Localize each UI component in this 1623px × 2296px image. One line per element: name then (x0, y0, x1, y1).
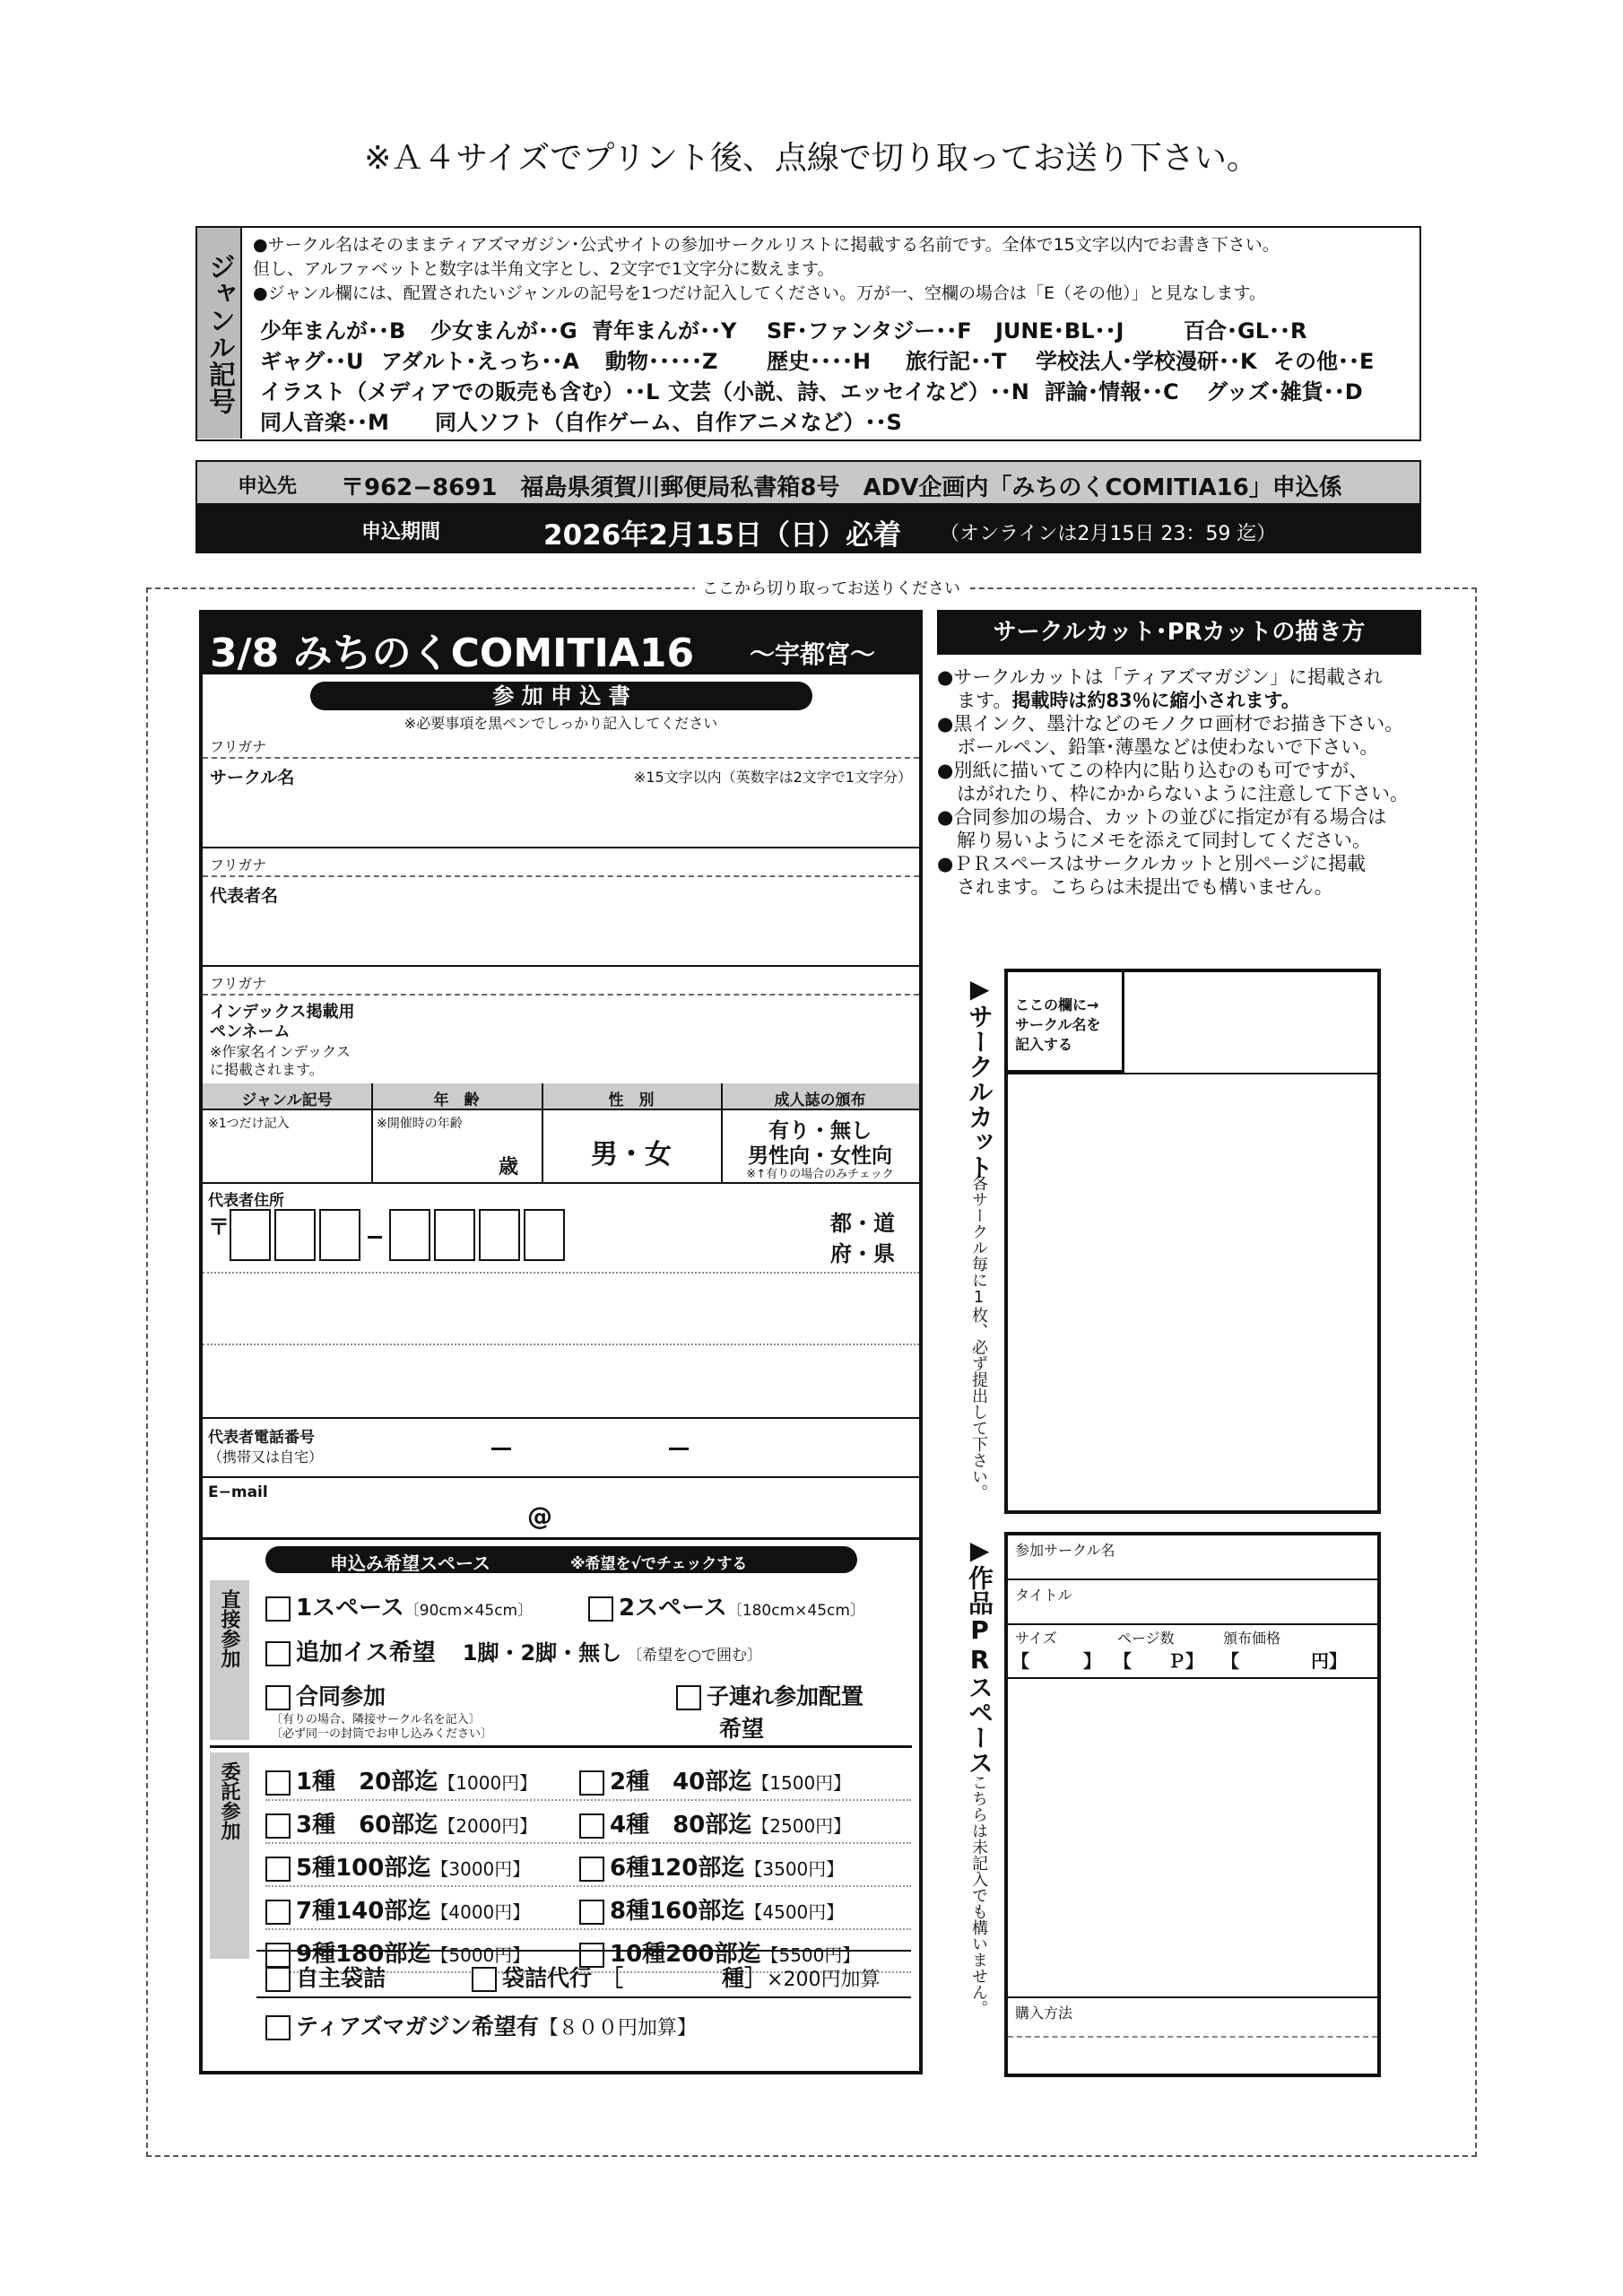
genre-item: 同人音楽･･M (260, 410, 389, 435)
phone-note: （携帯又は自宅） (208, 1448, 324, 1465)
consign-option[interactable] (265, 1849, 530, 1883)
self-bag-checkbox[interactable] (265, 1967, 291, 1992)
index-note-2: に掲載されます。 (210, 1061, 324, 1078)
event-title: 3/8 みちのくCOMITIA16 (210, 631, 695, 676)
event-title-bar (203, 613, 919, 674)
consign-checkbox[interactable] (579, 1770, 604, 1796)
consign-price: 【5500円】 (760, 1944, 861, 1966)
postal-dash (368, 1236, 382, 1239)
furigana-label: フリガナ (210, 975, 267, 992)
bag-proxy-close: 種］ (722, 1965, 768, 1991)
genre-item: 評論･情報･･C (1045, 379, 1179, 404)
prefecture-1[interactable]: 都・道 (830, 1211, 895, 1236)
genre-item: アダルト･えっち･･A (381, 349, 579, 374)
genre-item: 文芸（小説、詩、エッセイなど）･･N (668, 379, 1029, 404)
howto-list (937, 665, 1439, 899)
sheet-title: 参 加 申 込 書 (310, 682, 812, 710)
pr-purchase-label: 購入方法 (1015, 2005, 1073, 2022)
genre-box (195, 226, 1421, 441)
consign-checkbox[interactable] (265, 1813, 291, 1839)
consign-checkbox[interactable] (265, 1900, 291, 1925)
howto-item: ●別紙に描いてこの枠内に貼り込むのも可ですが、 はがれたり、枠にかからないように注意して下さい。 (937, 760, 1409, 804)
corner-text-2: サークル名を (1015, 1016, 1101, 1033)
genre-code-field[interactable] (203, 1129, 371, 1178)
address-line-field[interactable] (203, 1345, 919, 1413)
genre-item: 少年まんが･･B (260, 318, 406, 344)
index-name-field[interactable] (364, 999, 911, 1076)
adult-options-2[interactable]: 男性向・女性向 (748, 1144, 892, 1168)
consign-price: 【4500円】 (744, 1901, 845, 1923)
rep-name-field[interactable] (203, 900, 919, 954)
divider (203, 757, 919, 759)
period-date: 2026年2月15日（日）必着 (543, 519, 901, 552)
consign-checkbox[interactable] (579, 1813, 604, 1839)
consign-price: 【4000円】 (430, 1901, 531, 1923)
genre-line (260, 407, 1417, 438)
consign-price: 【3500円】 (744, 1858, 845, 1880)
howto-item: ●合同参加の場合、カットの並びに指定が有る場合は 解り易いようにメモを添えて同封してください。 (937, 806, 1387, 851)
genre-item: 青年まんが･･Y (592, 318, 737, 344)
space-2-checkbox[interactable] (588, 1596, 613, 1622)
genre-item: 学校法人･学校漫研･･K (1036, 349, 1257, 374)
circle-name-label: サークル名 (210, 768, 295, 787)
pr-content-field[interactable] (1008, 1679, 1377, 1993)
address-bar-text: 〒962−8691 福島県須賀川郵便局私書箱8号 ADV企画内「みちのくCOMITIA16」申込係 (341, 474, 1342, 501)
bag-proxy-price: ×200円加算 (767, 1969, 881, 1991)
joint-note-1: 〔有りの場合、隣接サークル名を記入〕 (271, 1713, 481, 1726)
consign-label: 5種100部迄 (296, 1855, 431, 1882)
genre-item: 動物･････Z (605, 349, 718, 374)
print-instruction: ※Ａ４サイズでプリント後、点線で切り取ってお送り下さい。 (364, 140, 1259, 177)
at-mark: @ (527, 1501, 552, 1531)
period-bar-label: 申込期間 (361, 521, 441, 544)
phone-field[interactable] (382, 1424, 911, 1469)
genre-line (260, 316, 1417, 346)
email-field[interactable] (292, 1483, 911, 1528)
pr-size-field[interactable]: 【 】 (1011, 1650, 1101, 1672)
pr-pages-field[interactable]: 【 Ｐ】 (1114, 1650, 1203, 1672)
consign-label: 10種200部迄 (610, 1941, 761, 1968)
pr-space-box[interactable] (1004, 1532, 1381, 2077)
consign-checkbox[interactable] (579, 1857, 604, 1882)
genre-item: 少女まんが･･G (430, 318, 577, 344)
rep-name-label: 代表者名 (210, 886, 279, 906)
magazine-price: 【８００円加算】 (538, 2017, 697, 2039)
genre-note-small: ※1つだけ記入 (208, 1117, 290, 1131)
pr-title-label: タイトル (1015, 1587, 1072, 1604)
consign-option[interactable] (579, 1806, 851, 1839)
index-note-1: ※作家名インデックス (210, 1043, 351, 1060)
postal-digit-box[interactable] (319, 1209, 360, 1261)
postal-digit-box[interactable] (274, 1209, 316, 1261)
address-label: 代表者住所 (208, 1192, 284, 1210)
event-sub: 〜宇都宮〜 (750, 639, 876, 669)
corner-text-3: 記入する (1015, 1036, 1073, 1053)
consign-label: 6種120部迄 (610, 1855, 745, 1882)
genre-note: ●サークル名はそのままティアズマガジン･公式サイトの参加サークルリストに掲載する名前です。全体で15文字以内でお書き下さい。 (253, 235, 1280, 255)
space-2-option[interactable] (588, 1589, 865, 1622)
genre-item: ギャグ･･U (260, 349, 364, 374)
circle-cut-side-note: 各サークル毎に1枚、必ず提出して下さい。 (969, 1175, 988, 1500)
genre-line (260, 377, 1417, 407)
chair-checkbox[interactable] (265, 1641, 291, 1666)
bag-proxy-open: ［ (601, 1965, 624, 1991)
genre-item: 旅行記･･T (906, 349, 1007, 374)
space-header-note: ※希望を√でチェックする (570, 1555, 748, 1573)
pr-circle-label: 参加サークル名 (1015, 1542, 1115, 1559)
pr-side-note: こちらは未記入でも構いません。 (969, 1774, 988, 2016)
consign-label: 4種 80部迄 (610, 1812, 752, 1839)
consign-option[interactable] (265, 1763, 537, 1796)
consign-label: 7種140部迄 (296, 1898, 431, 1925)
magazine-checkbox[interactable] (265, 2015, 291, 2040)
postal-digit-box[interactable] (389, 1209, 430, 1261)
pr-size-label: サイズ (1015, 1630, 1057, 1647)
email-label: E−mail (208, 1483, 268, 1501)
postal-digit-box[interactable] (230, 1209, 271, 1261)
age-field[interactable] (371, 1129, 497, 1178)
consign-price: 【3000円】 (430, 1858, 531, 1880)
chair-option[interactable] (265, 1634, 762, 1667)
postal-digit-box[interactable] (524, 1209, 565, 1261)
genre-note: ●ジャンル欄には、配置されたいジャンルの記号を1つだけ記入してください。万が一、空欄の場合は「E（その他）」と見なします。 (253, 283, 1266, 303)
address-bar (195, 460, 1421, 505)
space-2-size: 〔180cm×45cm〕 (726, 1602, 865, 1620)
space-1-checkbox[interactable] (265, 1596, 291, 1622)
index-label-2: ペンネーム (210, 1022, 291, 1041)
consign-price: 【2500円】 (751, 1815, 852, 1837)
genre-side-label: ジャンル記号 (197, 228, 242, 439)
consign-option[interactable] (265, 1892, 530, 1926)
period-bar (195, 505, 1421, 553)
consign-price: 【1000円】 (438, 1772, 538, 1794)
self-bag-option[interactable] (265, 1961, 386, 1993)
howto-title: サークルカット･PRカットの描き方 (937, 610, 1421, 655)
circle-name-field[interactable] (203, 784, 919, 836)
consign-price: 【1500円】 (751, 1772, 852, 1794)
space-1-size: 〔90cm×45cm〕 (404, 1602, 534, 1620)
consign-option[interactable] (265, 1806, 537, 1839)
genre-note: 但し、アルファベットと数字は半角文字とし、2文字で1文字分に数えます。 (253, 259, 835, 279)
genre-line (260, 346, 1417, 377)
consign-label: 1種 20部迄 (296, 1769, 438, 1796)
sex-options[interactable]: 男・女 (591, 1139, 672, 1170)
address-bar-label: 申込先 (238, 475, 298, 498)
postal-digit-box[interactable] (479, 1209, 520, 1261)
consign-label: 8種160部迄 (610, 1898, 745, 1925)
col-sex: 性 別 (608, 1091, 655, 1109)
consign-price: 【5000円】 (430, 1944, 531, 1966)
space-1-option[interactable] (265, 1589, 533, 1622)
corner-name-field[interactable] (1128, 972, 1377, 1073)
consign-price: 【2000円】 (438, 1815, 538, 1837)
consign-row (265, 1844, 911, 1887)
consign-option[interactable] (579, 1892, 844, 1926)
genre-item: 歴史････H (767, 349, 872, 374)
bag-proxy-checkbox[interactable] (472, 1967, 497, 1992)
index-label-1: インデックス掲載用 (210, 1003, 355, 1022)
circle-name-note: ※15文字以内（英数字は2文字で1文字分） (633, 769, 912, 786)
consign-option[interactable] (579, 1763, 851, 1796)
furigana-label: フリガナ (210, 857, 267, 874)
postal-mark: 〒 (208, 1214, 230, 1239)
consign-checkbox[interactable] (265, 1857, 291, 1882)
sheet-note: ※必要事項を黒ペンでしっかり記入してください (404, 715, 718, 732)
genre-item: その他･･E (1273, 349, 1375, 374)
application-form (199, 610, 923, 2074)
furigana-label: フリガナ (210, 738, 267, 755)
kids-checkbox[interactable] (676, 1685, 701, 1710)
genre-notes (253, 233, 1410, 306)
bag-proxy-option[interactable] (472, 1961, 880, 1993)
genre-list (260, 316, 1417, 438)
consign-checkbox[interactable] (579, 1900, 604, 1925)
kids-label-2: 希望 (719, 1716, 765, 1742)
pr-pages-label: ページ数 (1117, 1630, 1175, 1647)
age-note-small: ※開催時の年齢 (377, 1117, 463, 1131)
col-age: 年 齢 (433, 1091, 480, 1109)
space-1-label: 1スペース (296, 1595, 404, 1622)
col-adult: 成人誌の頒布 (774, 1091, 866, 1109)
magazine-option[interactable] (265, 2009, 697, 2041)
chair-note: 〔希望を○で囲む〕 (627, 1647, 762, 1665)
phone-label: 代表者電話番号 (208, 1429, 315, 1447)
magazine-label: ティアズマガジン希望有 (296, 2013, 539, 2039)
circle-cut-side-title: ▶サークルカット (965, 974, 994, 1179)
howto-item: ●サークルカットは「ティアズマガジン」に掲載され ます。掲載時は約83％に縮小されます。 (937, 666, 1384, 711)
kids-label: 子連れ参加配置 (707, 1683, 864, 1709)
joint-label: 合同参加 (296, 1683, 386, 1709)
consign-label: 2種 40部迄 (610, 1769, 752, 1796)
adult-note: ※↑有りの場合のみチェック (746, 1168, 894, 1181)
space-header-title: 申込み希望スペース (330, 1552, 490, 1574)
age-unit: 歳 (499, 1156, 519, 1178)
consign-row (265, 1887, 911, 1930)
genre-item: 同人ソフト（自作ゲーム、自作アニメなど）･･S (435, 410, 902, 435)
consign-option[interactable] (579, 1849, 844, 1883)
genre-item: JUNE･BL･･J (995, 318, 1124, 344)
postal-digit-box[interactable] (434, 1209, 475, 1261)
consign-row (265, 1758, 911, 1801)
chair-count-options[interactable]: 1脚・2脚・無し (462, 1640, 622, 1665)
space-2-label: 2スペース (619, 1595, 727, 1622)
space-header (265, 1546, 857, 1573)
consign-label: 委託参加 (218, 1761, 240, 1840)
period-online: （オンラインは2月15日 23：59 迄） (940, 523, 1277, 545)
consign-rows (265, 1758, 911, 1973)
adult-options-1[interactable]: 有り・無し (768, 1119, 872, 1143)
direct-label: 直接参加 (218, 1589, 240, 1668)
joint-checkbox[interactable] (265, 1685, 291, 1710)
chair-label: 追加イス希望 (296, 1639, 436, 1666)
circle-cut-box[interactable] (1004, 969, 1381, 1514)
howto-item: ●黒インク、墨汁などのモノクロ画材でお描き下さい。 ボールペン、鉛筆･薄墨などは使わないで下さい。 (937, 713, 1404, 758)
genre-item: イラスト（メディアでの販売も含む）･･L (260, 379, 660, 404)
joint-option[interactable] (265, 1679, 386, 1711)
bag-proxy-label: 袋詰代行 (502, 1965, 593, 1991)
consign-label: 9種180部迄 (296, 1941, 431, 1968)
corner-text-1: ここの欄に→ (1015, 996, 1099, 1013)
prefecture-2[interactable]: 府・県 (830, 1241, 895, 1266)
genre-item: SF･ファンタジー･･F (767, 318, 972, 344)
joint-note-2: 〔必ず同一の封筒でお申し込みください〕 (271, 1727, 493, 1741)
pr-side-title: ▶作品PRスペース (965, 1535, 994, 1775)
pr-price-field[interactable]: 【 円】 (1221, 1650, 1347, 1672)
kids-option[interactable] (676, 1679, 864, 1711)
address-line-field[interactable] (203, 1274, 919, 1342)
cut-line-text: ここから切り取ってお送りください (695, 576, 968, 599)
consign-label: 3種 60部迄 (296, 1812, 438, 1839)
pr-price-label: 頒布価格 (1223, 1630, 1281, 1647)
consign-checkbox[interactable] (265, 1770, 291, 1796)
genre-item: 百合･GL･･R (1184, 318, 1307, 344)
col-genre: ジャンル記号 (241, 1091, 333, 1109)
self-bag-label: 自主袋詰 (296, 1965, 386, 1991)
consign-row (265, 1801, 911, 1844)
howto-item: ●ＰＲスペースはサークルカットと別ページに掲載 されます。こちらは未提出でも構いません。 (937, 853, 1367, 898)
genre-item: グッズ･雑貨･･D (1206, 379, 1363, 404)
